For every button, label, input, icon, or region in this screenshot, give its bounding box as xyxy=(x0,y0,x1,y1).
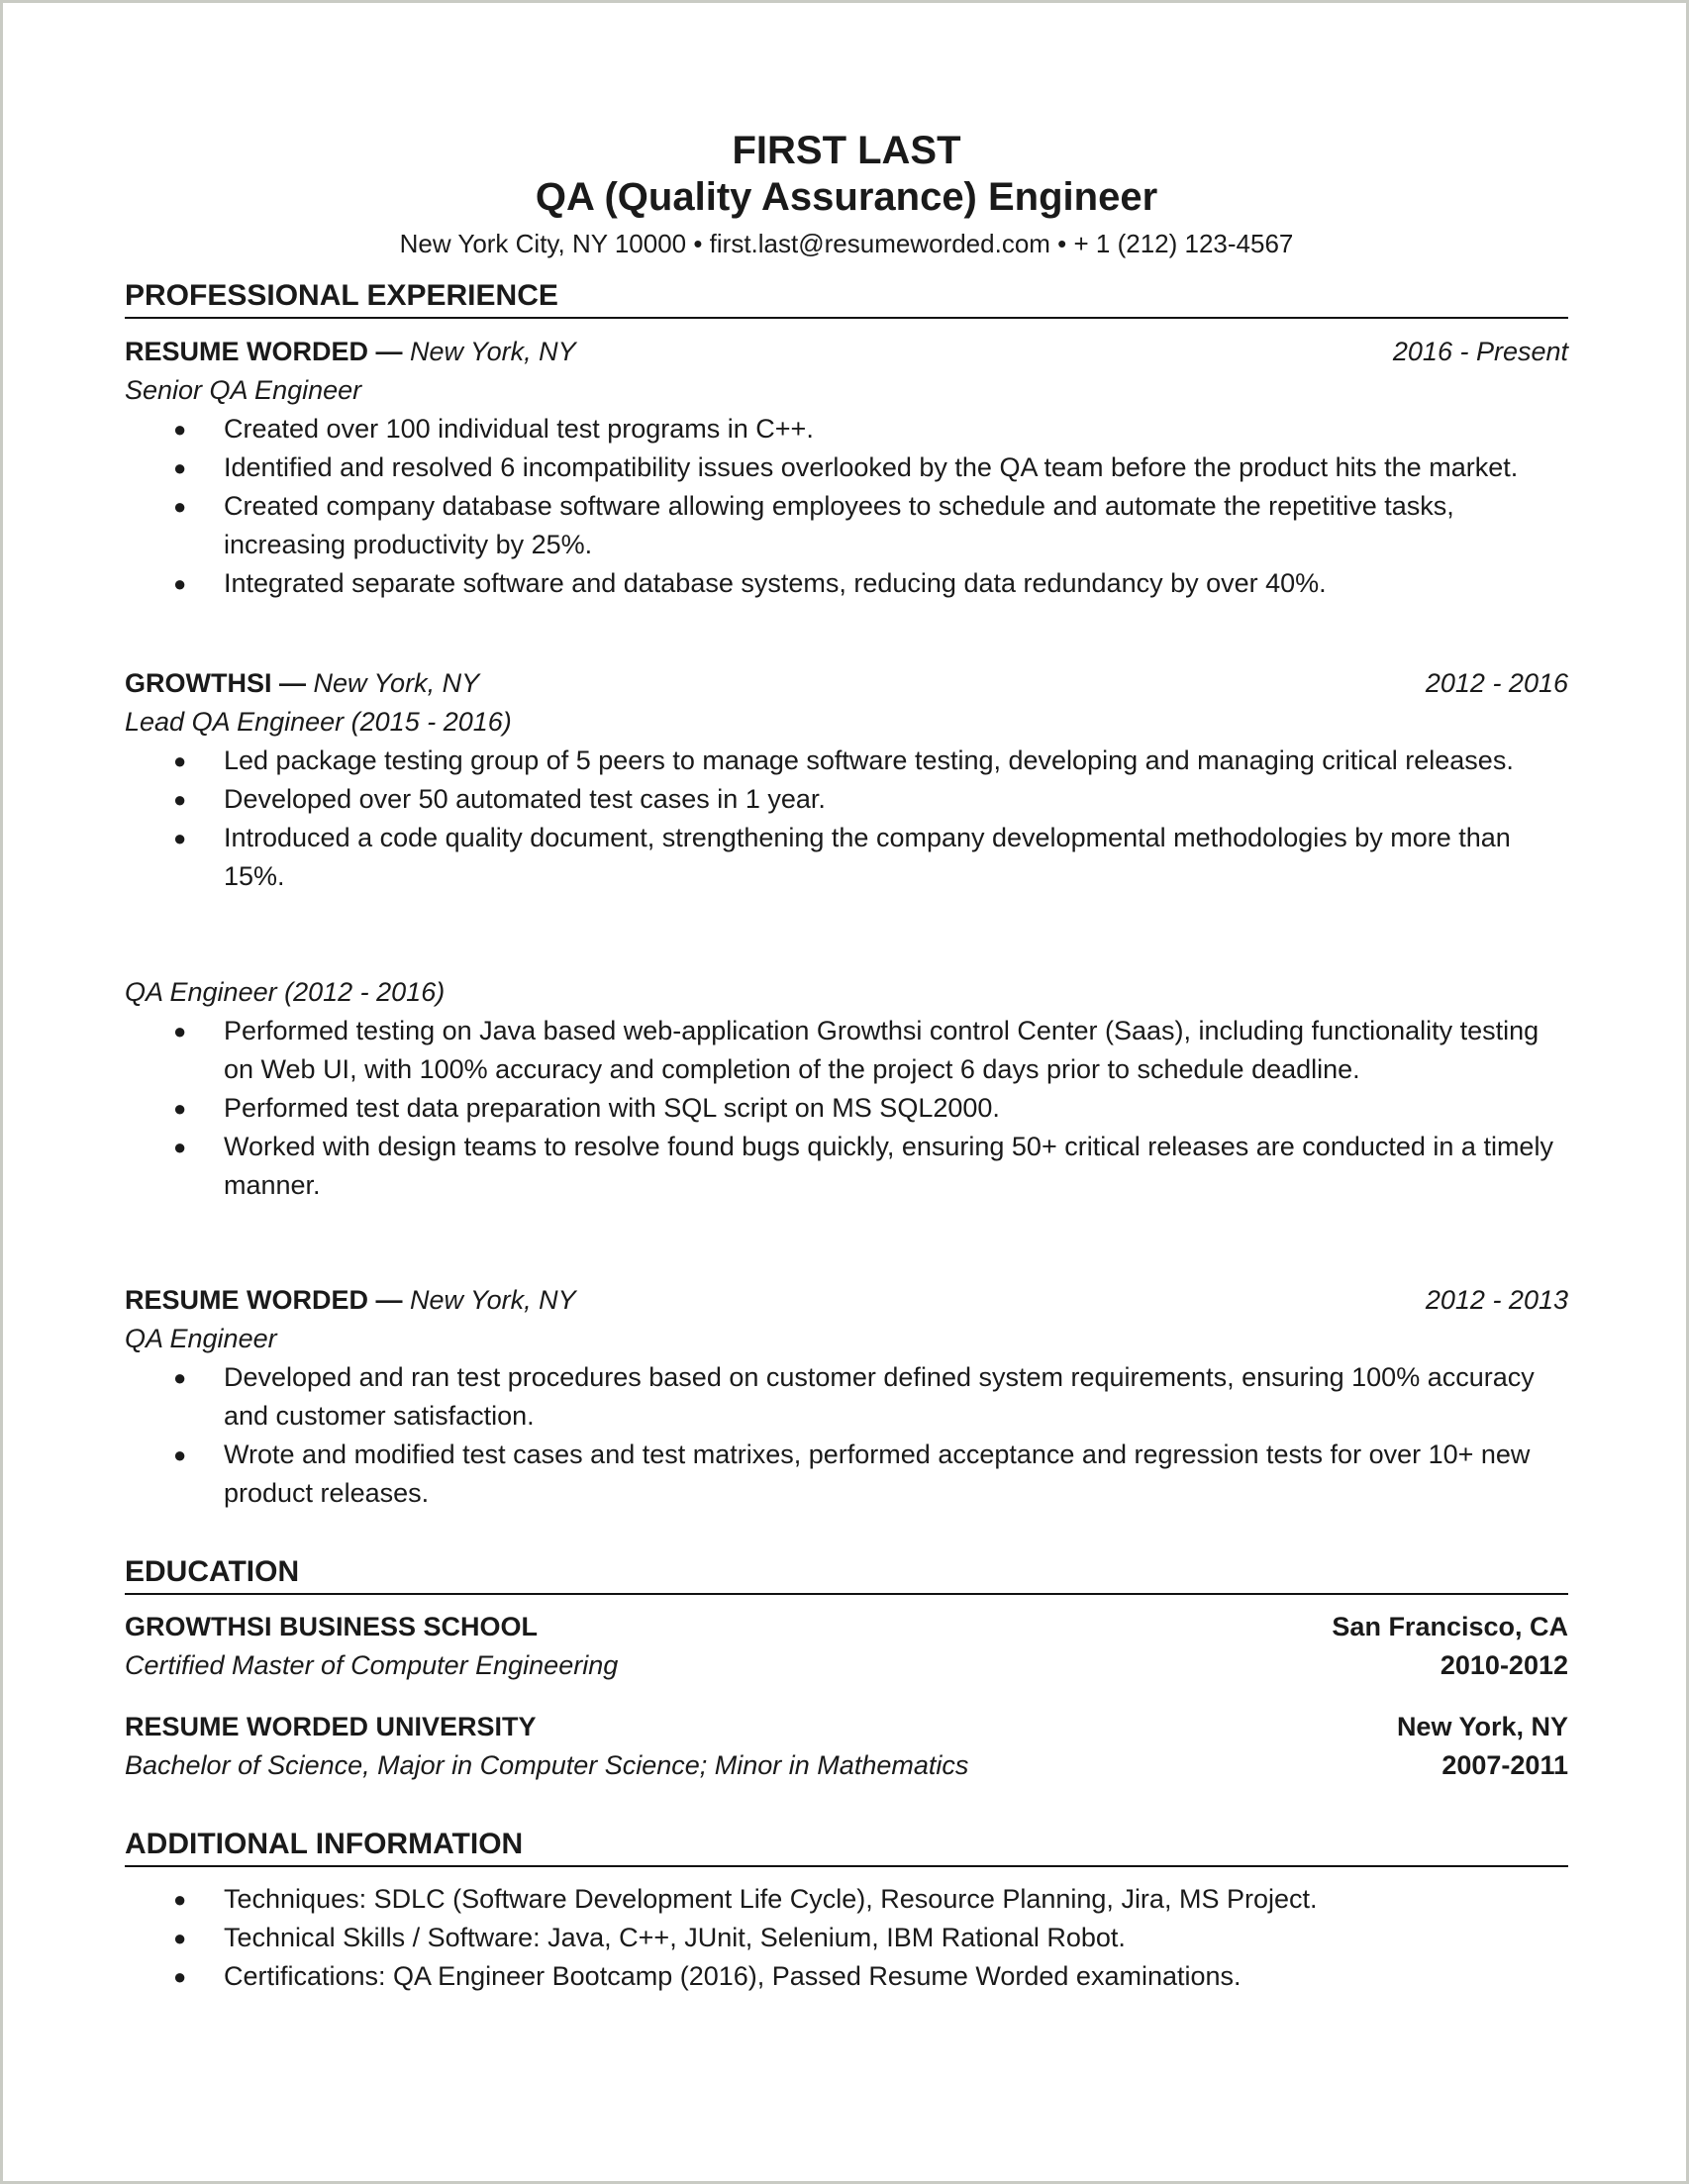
bullet-dot-icon: ● xyxy=(173,787,187,812)
bullet-item: ● Created over 100 individual test programs in C++. xyxy=(125,410,1568,448)
job-bullets xyxy=(125,1012,1568,1205)
resume-page xyxy=(3,3,1686,2181)
bullet-dot-icon: ● xyxy=(173,417,187,442)
bullet-dot-icon: ● xyxy=(173,571,187,596)
bullet-item: ● Performed test data preparation with SQL script on MS SQL2000. xyxy=(125,1089,1568,1128)
bullet-item: ● Certifications: QA Engineer Bootcamp (2016), Passed Resume Worded examinations. xyxy=(125,1957,1568,1996)
job-company: GROWTHSI — xyxy=(125,668,306,698)
job-location: New York, NY xyxy=(410,337,576,366)
bullet-item: ● Techniques: SDLC (Software Development Life Cycle), Resource Planning, Jira, MS Project. xyxy=(125,1880,1568,1919)
additional-heading: ADDITIONAL INFORMATION xyxy=(125,1827,1568,1867)
bullet-dot-icon: ● xyxy=(173,494,187,519)
bullet-item: ● Integrated separate software and database systems, reducing data redundancy by over 40%. xyxy=(125,564,1568,603)
education-heading: EDUCATION xyxy=(125,1554,1568,1595)
bullet-dot-icon: ● xyxy=(173,1887,187,1912)
job-header xyxy=(125,664,1568,703)
bullet-dot-icon: ● xyxy=(173,455,187,480)
bullet-item: ● Developed and ran test procedures based on customer defined system requirements, ensuring 100% accuracy and customer satisfaction. xyxy=(125,1358,1568,1436)
bullet-dot-icon: ● xyxy=(173,1365,187,1390)
bullet-item: ● Led package testing group of 5 peers to manage software testing, developing and managing critical releases. xyxy=(125,742,1568,780)
bullet-dot-icon: ● xyxy=(173,1135,187,1159)
bullet-dot-icon: ● xyxy=(173,1926,187,1950)
bullet-item: ● Created company database software allowing employees to schedule and automate the repetitive tasks, increasing productivity by 25%. xyxy=(125,487,1568,564)
school-header xyxy=(125,1708,1568,1746)
job-location: New York, NY xyxy=(313,668,480,698)
job-company: RESUME WORDED — xyxy=(125,1285,403,1315)
bullet-dot-icon: ● xyxy=(173,1442,187,1467)
school-dates: 2007-2011 xyxy=(1441,1750,1568,1780)
school-name: RESUME WORDED UNIVERSITY xyxy=(125,1712,537,1741)
bullet-dot-icon: ● xyxy=(173,748,187,773)
job-header xyxy=(125,333,1568,371)
job-role-title: QA Engineer xyxy=(125,1324,277,1353)
school-name: GROWTHSI BUSINESS SCHOOL xyxy=(125,1612,539,1641)
bullet-item: ● Performed testing on Java based web-application Growthsi control Center (Saas), including functionality testing on Web UI, with 100% accuracy and completion of the project 6 days prior to schedule deadline. xyxy=(125,1012,1568,1089)
job-bullets xyxy=(125,410,1568,603)
job-employer xyxy=(125,1281,576,1320)
job-bullets xyxy=(125,1358,1568,1513)
bullet-dot-icon: ● xyxy=(173,826,187,850)
contact-line: New York City, NY 10000 • first.last@resumeworded.com • + 1 (212) 123-4567 xyxy=(399,229,1294,258)
school-degree: Certified Master of Computer Engineering xyxy=(125,1650,619,1680)
school-location: San Francisco, CA xyxy=(1332,1612,1568,1641)
bullet-item: ● Worked with design teams to resolve found bugs quickly, ensuring 50+ critical releases are conducted in a timely manner. xyxy=(125,1128,1568,1205)
job-dates: 2012 - 2016 xyxy=(1425,668,1568,698)
school-details xyxy=(125,1646,1568,1685)
job-role-title: Senior QA Engineer xyxy=(125,375,362,405)
bullet-item: ● Identified and resolved 6 incompatibility issues overlooked by the QA team before the product hits the market. xyxy=(125,448,1568,487)
job-dates: 2016 - Present xyxy=(1392,337,1568,366)
school-location: New York, NY xyxy=(1396,1712,1568,1741)
job-employer xyxy=(125,333,576,371)
experience-heading: PROFESSIONAL EXPERIENCE xyxy=(125,278,1568,319)
job-header xyxy=(125,1281,1568,1320)
job-bullets xyxy=(125,742,1568,896)
job-location: New York, NY xyxy=(410,1285,576,1315)
bullet-item: ● Developed over 50 automated test cases in 1 year. xyxy=(125,780,1568,819)
school-details xyxy=(125,1746,1568,1785)
school-header xyxy=(125,1608,1568,1646)
job-role-title: QA Engineer (2012 - 2016) xyxy=(125,977,446,1007)
job-company: RESUME WORDED — xyxy=(125,337,403,366)
candidate-title: QA (Quality Assurance) Engineer xyxy=(535,175,1158,219)
bullet-dot-icon: ● xyxy=(173,1964,187,1989)
additional-bullets xyxy=(125,1880,1568,1996)
school-dates: 2010-2012 xyxy=(1440,1650,1568,1680)
candidate-name: FIRST LAST xyxy=(732,129,961,172)
school-degree: Bachelor of Science, Major in Computer Science; Minor in Mathematics xyxy=(125,1750,969,1780)
bullet-dot-icon: ● xyxy=(173,1096,187,1121)
job-dates: 2012 - 2013 xyxy=(1425,1285,1568,1315)
bullet-dot-icon: ● xyxy=(173,1019,187,1043)
job-employer xyxy=(125,664,479,703)
bullet-item: ● Introduced a code quality document, strengthening the company developmental methodologies by more than 15%. xyxy=(125,819,1568,896)
job-role-title: Lead QA Engineer (2015 - 2016) xyxy=(125,707,512,737)
bullet-item: ● Wrote and modified test cases and test matrixes, performed acceptance and regression tests for over 10+ new product releases. xyxy=(125,1436,1568,1513)
bullet-item: ● Technical Skills / Software: Java, C++, JUnit, Selenium, IBM Rational Robot. xyxy=(125,1919,1568,1957)
